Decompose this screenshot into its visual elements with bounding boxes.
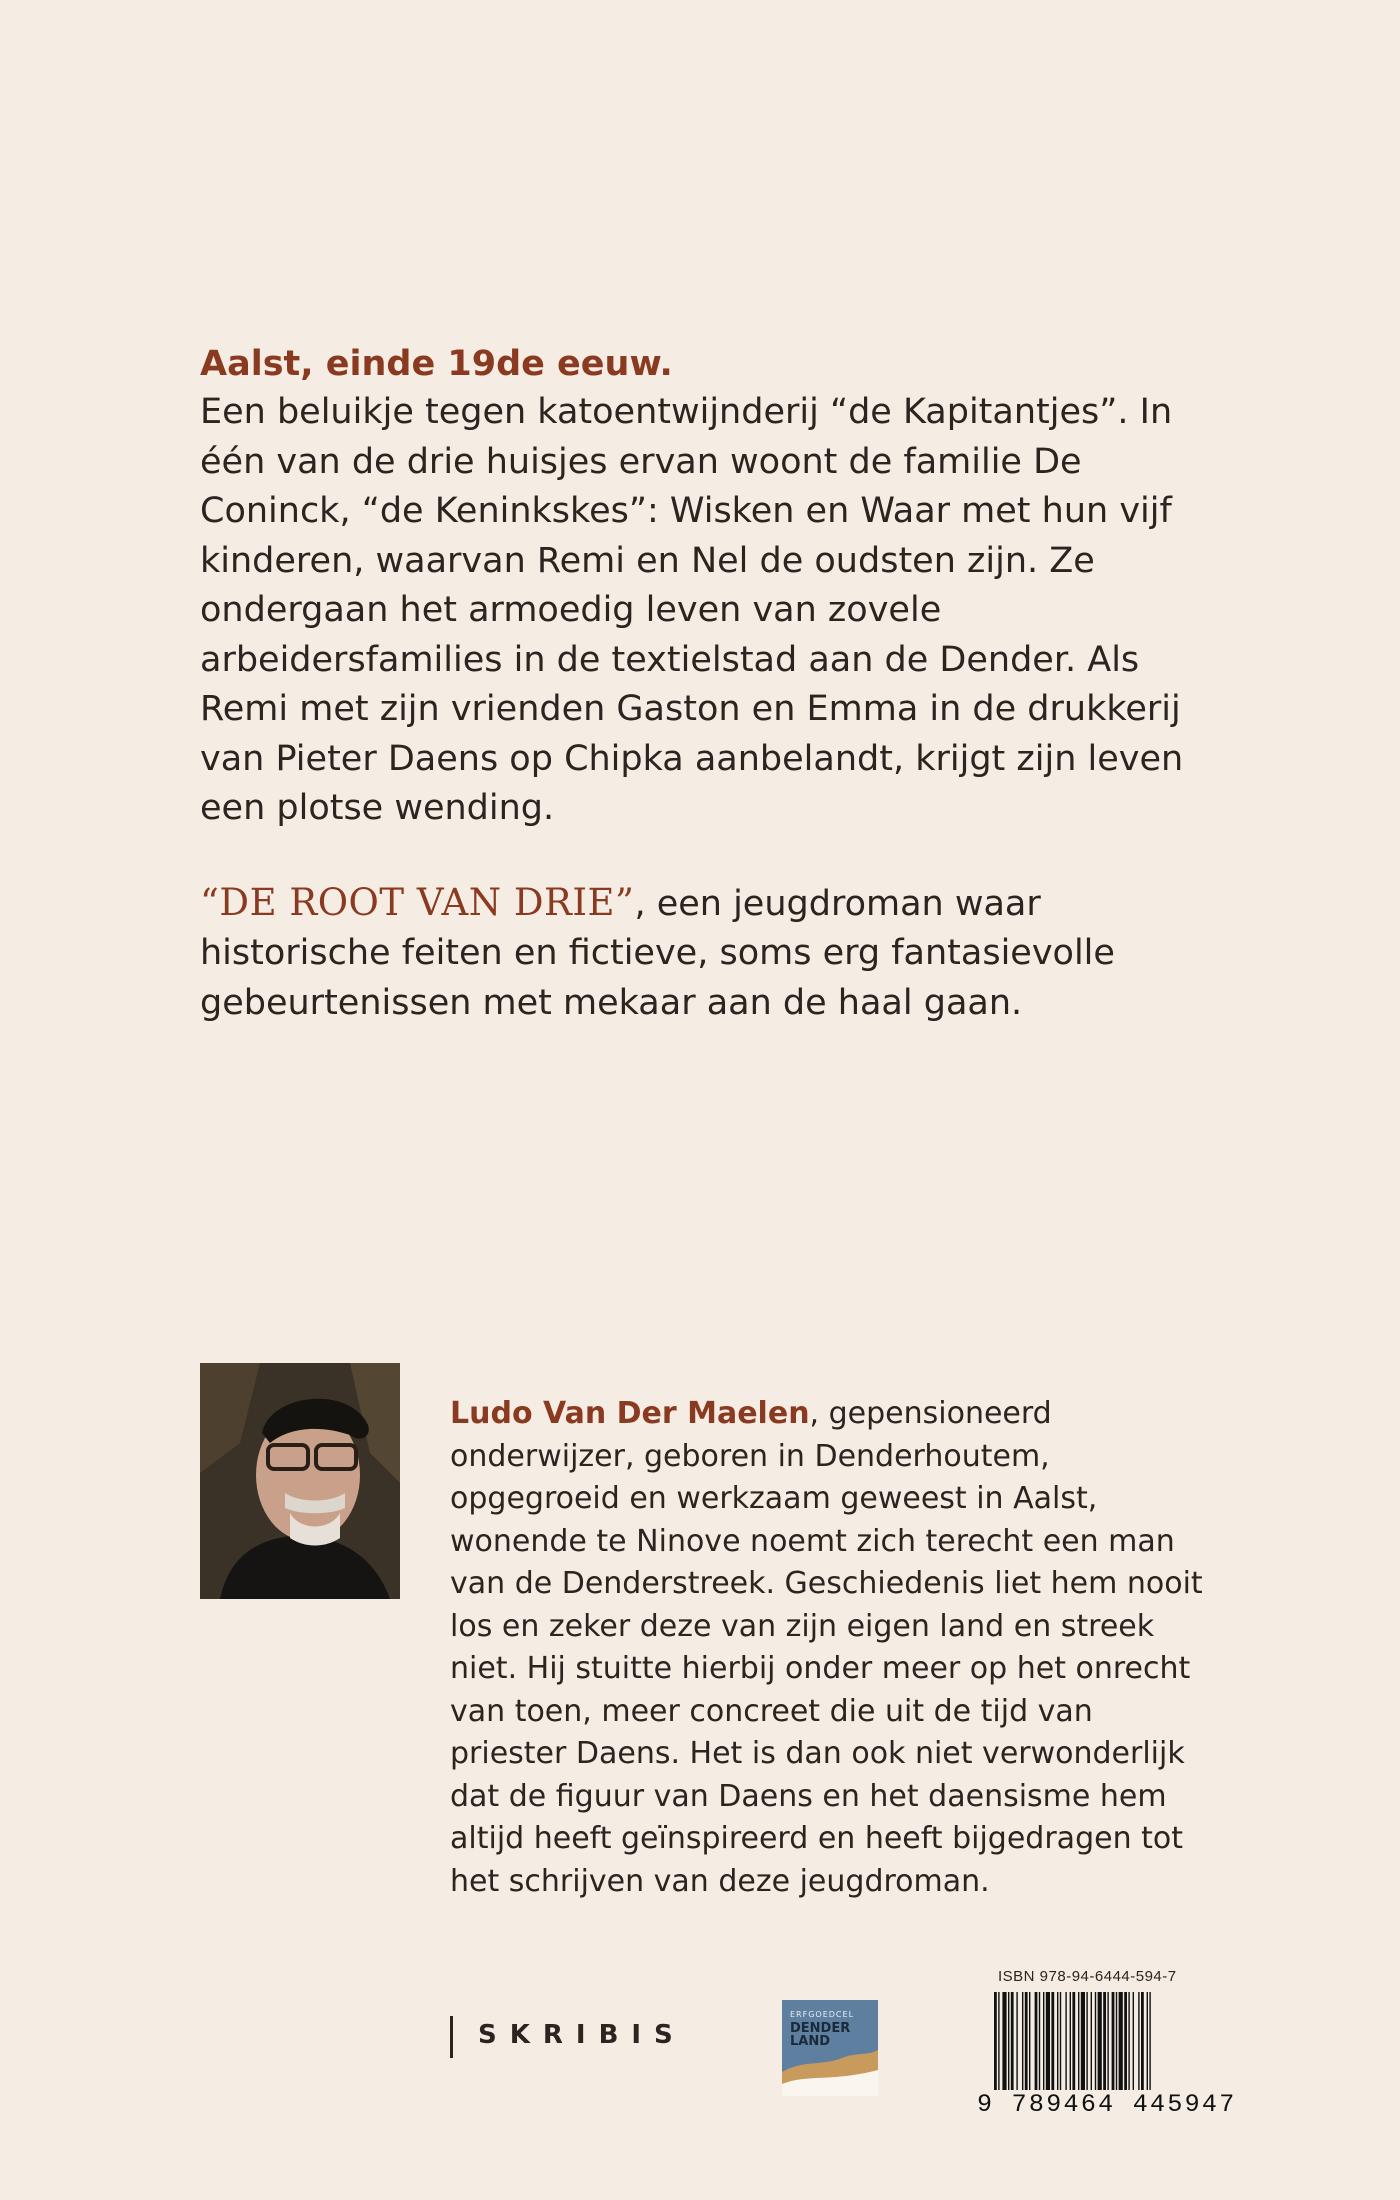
- blurb: [200, 340, 1210, 1028]
- erfgoedcel-big-text: DENDER LAND: [790, 2021, 851, 2049]
- publisher-logo: SKRIBIS: [478, 2020, 686, 2050]
- publisher-divider: [450, 2016, 453, 2058]
- barcode-number: 9 789464 445947: [977, 2090, 1237, 2119]
- book-title-inline: “DE ROOT VAN DRIE”: [200, 880, 635, 924]
- isbn-label: ISBN 978-94-6444-594-7: [998, 1968, 1177, 1985]
- author-photo: [200, 1363, 400, 1599]
- blurb-title-paragraph-text: , een jeugdroman waar historische feiten en fictieve, soms erg fantasievolle gebeurtenissen met mekaar aan de haal gaan.: [200, 883, 1115, 1023]
- author-portrait-image: [200, 1363, 400, 1599]
- blurb-paragraph: Een beluikje tegen katoentwijnderij “de Kapitantjes”. In één van de drie huisjes ervan woont de familie De Coninck, “de Keninkskes”: Wisken en Waar met hun vijf kinderen, waarvan Remi en Nel de oudsten zijn. Ze ondergaan het armoedig leven van zovele arbeidersfamilies in de textielstad aan de Dender. Als Remi met zijn vrienden Gaston en Emma in de drukkerij van Pieter Daens op Chipka aanbelandt, krijgt zijn leven een plotse wending.: [200, 392, 1184, 828]
- author-bio: [450, 1393, 1210, 1903]
- blurb-heading: Aalst, einde 19de eeuw.: [200, 344, 673, 384]
- erfgoedcel-small-text: ERFGOEDCEL: [790, 2010, 855, 2019]
- blurb-title-paragraph: [200, 878, 1210, 1029]
- erfgoedcel-logo: [782, 2000, 878, 2096]
- erfgoedcel-wave-icon: [782, 2000, 878, 2096]
- author-bio-text: , gepensioneerd onderwijzer, geboren in Denderhoutem, opgegroeid en werkzaam geweest in Aalst, wonende te Ninove noemt zich terecht een man van de Denderstreek. Geschiedenis liet hem nooit los en zeker deze van zijn eigen land en streek niet. Hij stuitte hierbij onder meer op het onrecht van toen, meer concreet die uit de tijd van priester Daens. Het is dan ook niet verwonderlijk dat de figuur van Daens en het daensisme hem altijd heeft geïnspireerd en heeft bijgedragen tot het schrijven van deze jeugdroman.: [450, 1396, 1203, 1899]
- cover-footer: [0, 1960, 1400, 2160]
- author-name: Ludo Van Der Maelen: [450, 1396, 810, 1431]
